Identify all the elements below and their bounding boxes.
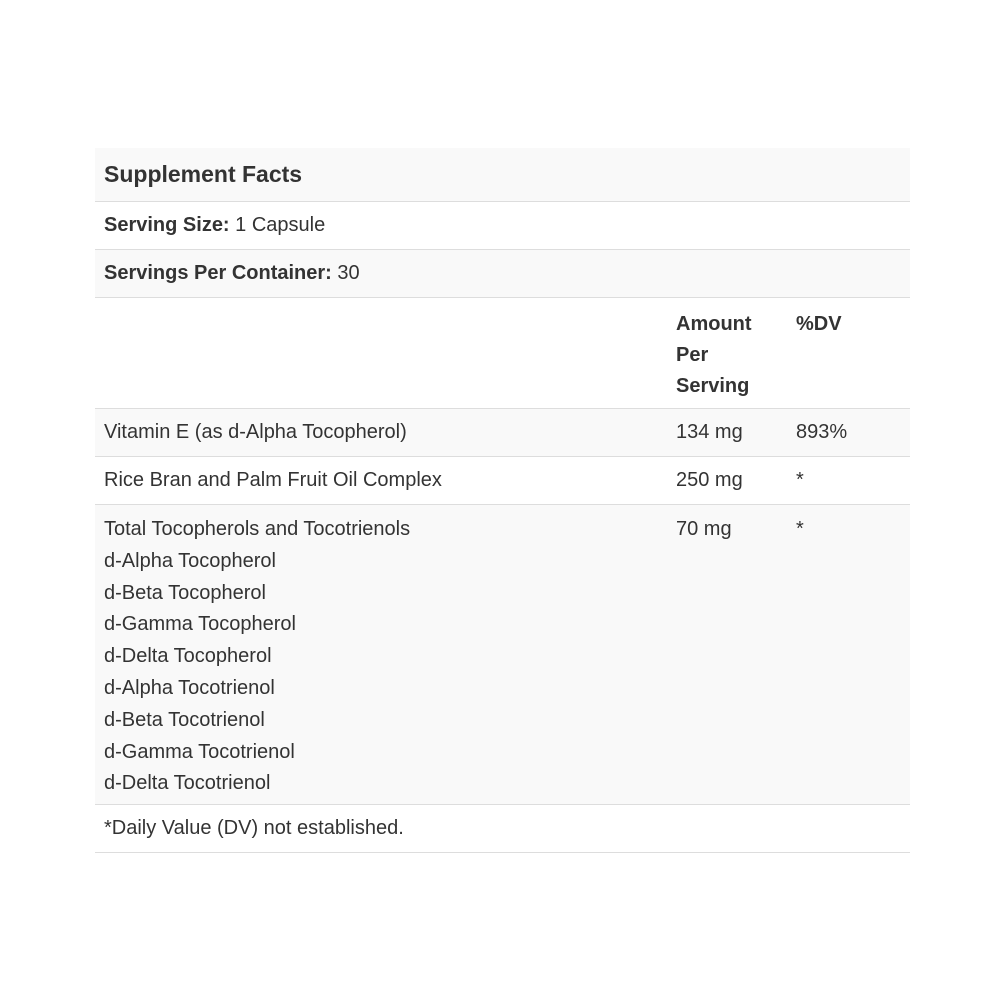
component-item: d-Gamma Tocopherol <box>104 613 296 636</box>
component-item: d-Delta Tocopherol <box>104 645 272 668</box>
complex-name-block <box>104 514 410 800</box>
servings-per-container-row <box>95 250 910 298</box>
component-item: d-Delta Tocotrienol <box>104 772 271 795</box>
supplement-facts-table <box>95 148 910 853</box>
servings-per-container-value: 30 <box>337 262 360 284</box>
complex-dv: * <box>796 518 804 540</box>
table-row <box>95 505 910 805</box>
serving-size-value: 1 Capsule <box>235 214 326 236</box>
servings-per-container-label: Servings Per Container: <box>104 262 332 284</box>
complex-name: Total Tocopherols and Tocotrienols <box>104 518 411 540</box>
nutrient-dv: 893% <box>796 421 848 443</box>
nutrient-amount: 250 mg <box>676 469 743 491</box>
serving-size-row <box>95 202 910 250</box>
title-row <box>95 148 910 202</box>
complex-amount: 70 mg <box>676 518 732 540</box>
component-item: d-Beta Tocotrienol <box>104 708 265 731</box>
footnote-row <box>95 805 910 853</box>
nutrient-dv: * <box>796 469 804 491</box>
percent-dv-header: %DV <box>796 313 842 335</box>
component-item: d-Beta Tocopherol <box>104 581 266 604</box>
component-item: d-Alpha Tocopherol <box>104 549 276 572</box>
amount-per-serving-header: Amount Per Serving <box>676 313 752 397</box>
nutrient-name: Vitamin E (as d-Alpha Tocopherol) <box>104 421 407 443</box>
table-title: Supplement Facts <box>104 161 303 187</box>
table-row <box>95 457 910 505</box>
component-item: d-Alpha Tocotrienol <box>104 676 275 699</box>
column-header-row <box>95 298 910 409</box>
serving-size-label: Serving Size: <box>104 214 230 236</box>
nutrient-amount: 134 mg <box>676 421 743 443</box>
nutrient-name: Rice Bran and Palm Fruit Oil Complex <box>104 469 442 491</box>
footnote: *Daily Value (DV) not established. <box>104 817 404 839</box>
table-row <box>95 409 910 457</box>
component-item: d-Gamma Tocotrienol <box>104 740 295 763</box>
